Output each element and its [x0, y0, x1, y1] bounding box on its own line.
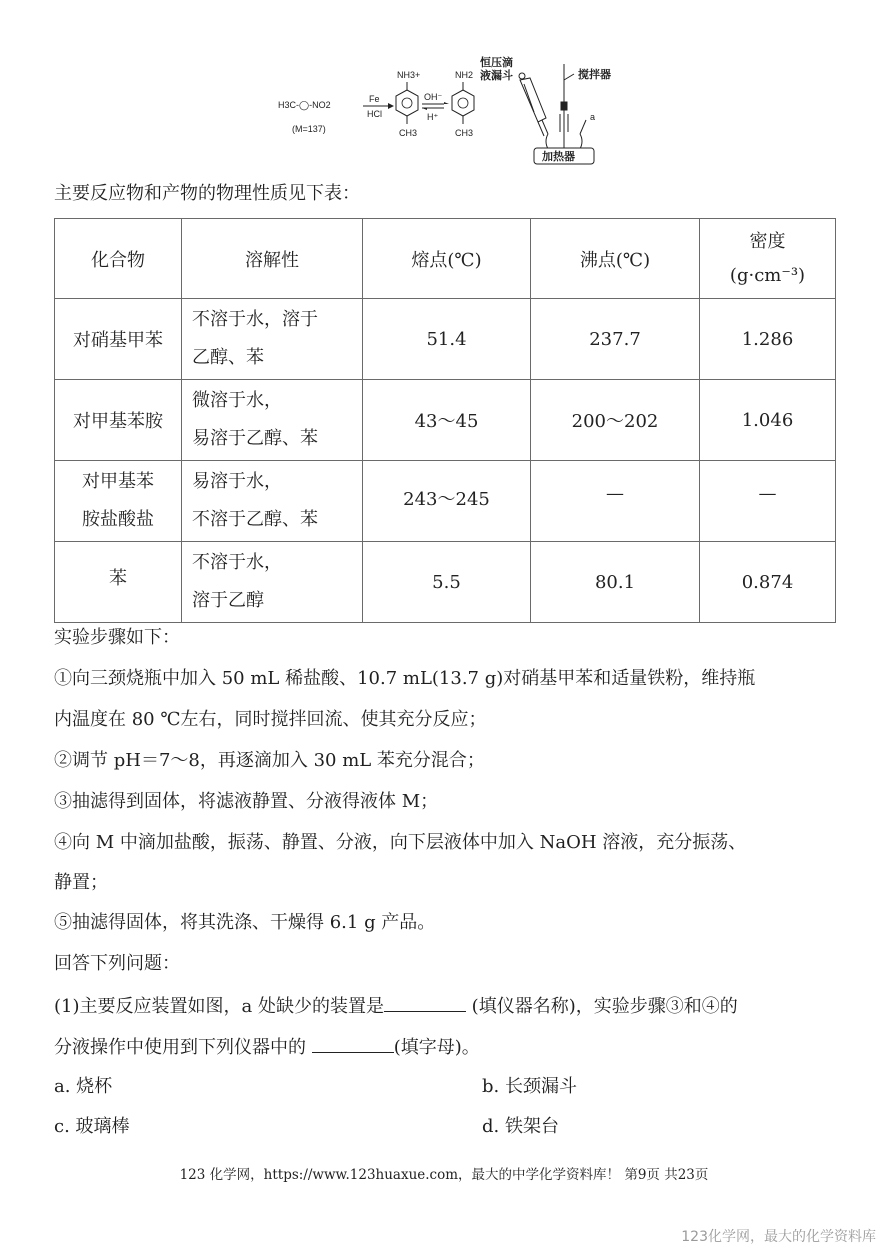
- table-header-row: [55, 219, 836, 299]
- steps-title: 实验步骤如下：: [54, 627, 180, 648]
- intermediate-ch3: CH3: [399, 128, 418, 138]
- boiling-point: 200～202: [531, 380, 700, 461]
- header-density-unit: (g·cm⁻³): [729, 264, 806, 286]
- reactant-formula: H3C-◯-NO2: [278, 100, 331, 110]
- label-heater: 加热器: [542, 150, 575, 163]
- table-intro: 主要反应物和产物的物理性质见下表：: [54, 183, 360, 204]
- table-row: [55, 542, 836, 623]
- step-4-line-1: ④向 M 中滴加盐酸，振荡、静置、分液，向下层液体中加入 NaOH 溶液，充分振荡、: [54, 832, 747, 853]
- table-row: [55, 380, 836, 461]
- solubility-line-2: 溶于乙醇: [192, 590, 264, 611]
- compound-name: 对硝基甲苯: [55, 299, 182, 380]
- label-funnel-1: 恒压滴: [480, 56, 513, 69]
- option-a: a. 烧杯: [54, 1076, 113, 1097]
- watermark: 123化学网，最大的化学资料库: [681, 1229, 876, 1245]
- solubility-cell: [182, 542, 363, 623]
- product-ch3: CH3: [455, 128, 474, 138]
- question-1-line-1: [54, 991, 738, 1021]
- header-density: [700, 219, 836, 299]
- solubility-cell: [182, 380, 363, 461]
- intermediate-ring: [396, 82, 418, 124]
- compound-name-line-2: 胺盐酸盐: [82, 509, 154, 530]
- melting-point: 43～45: [363, 380, 531, 461]
- density: 0.874: [700, 542, 836, 623]
- density: 1.046: [700, 380, 836, 461]
- eq-oh: OH⁻: [424, 92, 443, 102]
- solubility-cell: [182, 461, 363, 542]
- step-2: ②调节 pH＝7～8，再逐滴加入 30 mL 苯充分混合；: [54, 750, 485, 771]
- compound-name: [55, 461, 182, 542]
- header-boiling-point: 沸点(℃): [531, 219, 700, 299]
- step-3: ③抽滤得到固体，将滤液静置、分液得液体 M；: [54, 791, 439, 812]
- reagent-fe: Fe: [369, 94, 380, 104]
- step-1-line-1: ①向三颈烧瓶中加入 50 mL 稀盐酸、10.7 mL(13.7 g)对硝基甲苯和适量铁粉，维持瓶: [54, 668, 756, 689]
- compound-name: 苯: [55, 542, 182, 623]
- step-5: ⑤抽滤得固体，将其洗涤、干燥得 6.1 g 产品。: [54, 912, 436, 933]
- question-1-text-c: 分液操作中使用到下列仪器中的: [54, 1037, 312, 1058]
- answer-blank-1: [384, 991, 466, 1012]
- melting-point: 51.4: [363, 299, 531, 380]
- density: 1.286: [700, 299, 836, 380]
- solubility-line-1: 不溶于水，溶于: [192, 309, 318, 330]
- density: —: [700, 461, 836, 542]
- solubility-line-1: 易溶于水，: [192, 471, 282, 492]
- compound-name: 对甲基苯胺: [55, 380, 182, 461]
- header-density-label: 密度: [749, 230, 786, 252]
- header-melting-point: 熔点(℃): [363, 219, 531, 299]
- label-stirrer: 搅拌器: [578, 68, 611, 81]
- page-footer: 123 化学网，https://www.123huaxue.com，最大的中学化学资料库！ 第9页 共23页: [179, 1167, 709, 1183]
- solubility-cell: [182, 299, 363, 380]
- eq-h: H⁺: [427, 112, 439, 122]
- solubility-line-2: 乙醇、苯: [192, 347, 264, 368]
- step-1-line-2: 内温度在 80 ℃左右，同时搅拌回流、使其充分反应；: [54, 709, 487, 730]
- answer-blank-2: [312, 1032, 394, 1053]
- melting-point: 5.5: [363, 542, 531, 623]
- product-nh2: NH2: [455, 70, 474, 80]
- stirrer-icon: [561, 64, 574, 150]
- boiling-point: —: [531, 461, 700, 542]
- solubility-line-1: 微溶于水，: [192, 390, 282, 411]
- step-4-line-2: 静置；: [54, 872, 108, 893]
- apparatus-diagram: [478, 54, 628, 166]
- option-d: d. 铁架台: [482, 1116, 559, 1137]
- table-row: [55, 299, 836, 380]
- solubility-line-2: 易溶于乙醇、苯: [192, 428, 318, 449]
- solubility-line-2: 不溶于乙醇、苯: [192, 509, 318, 530]
- table-row: [55, 461, 836, 542]
- question-1-text-a: (1)主要反应装置如图，a 处缺少的装置是: [54, 996, 384, 1017]
- header-solubility: 溶解性: [182, 219, 363, 299]
- question-title: 回答下列问题：: [54, 953, 180, 974]
- product-ring: [452, 82, 474, 124]
- question-1-text-d: (填字母)。: [393, 1037, 480, 1058]
- reaction-scheme: [270, 60, 490, 150]
- boiling-point: 237.7: [531, 299, 700, 380]
- solubility-line-1: 不溶于水，: [192, 552, 282, 573]
- label-funnel-2: 液漏斗: [480, 69, 513, 82]
- boiling-point: 80.1: [531, 542, 700, 623]
- option-c: c. 玻璃棒: [54, 1116, 130, 1137]
- reagent-hcl: HCl: [367, 109, 382, 119]
- melting-point: 243～245: [363, 461, 531, 542]
- question-1-line-2: [54, 1032, 480, 1062]
- compound-name-line-1: 对甲基苯: [82, 471, 154, 492]
- reactant-mass: (M=137): [292, 124, 326, 134]
- label-a: a: [590, 112, 596, 122]
- properties-table: [54, 218, 836, 623]
- option-b: b. 长颈漏斗: [482, 1076, 577, 1097]
- header-compound: 化合物: [55, 219, 182, 299]
- intermediate-nh3: NH3+: [397, 70, 421, 80]
- question-1-text-b: (填仪器名称)，实验步骤③和④的: [465, 996, 738, 1017]
- dropping-funnel-icon: [519, 73, 546, 136]
